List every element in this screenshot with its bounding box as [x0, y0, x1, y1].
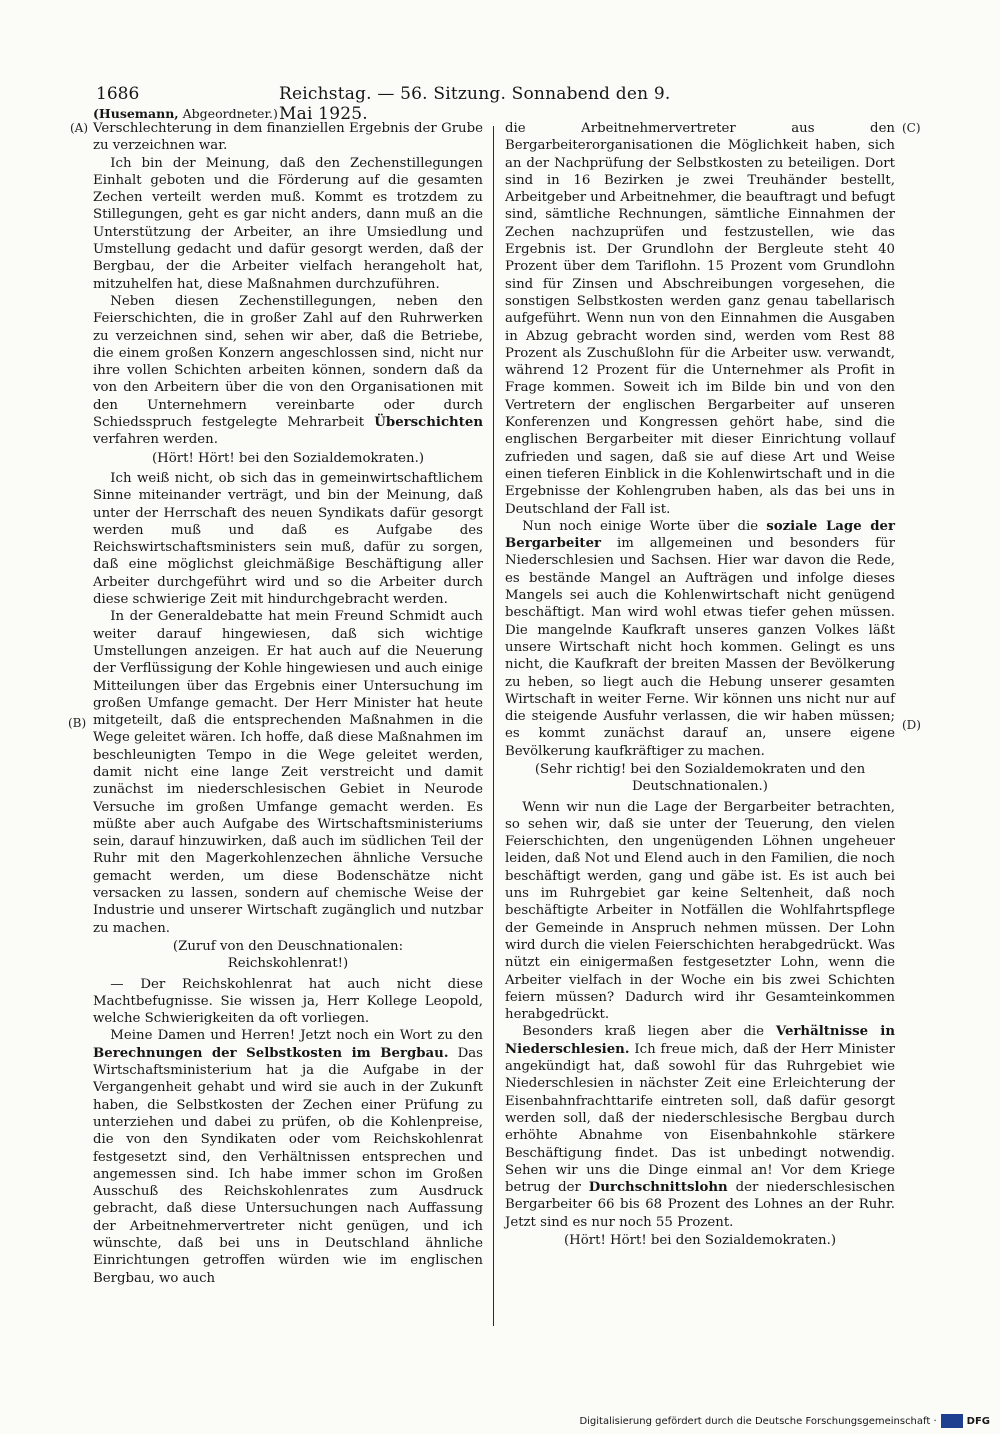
speaker-role: Abgeordneter.) [178, 106, 278, 121]
column-divider [493, 126, 494, 1326]
interjection: (Sehr richtig! bei den Sozialdemokraten und den Deutschnationalen.) [534, 761, 866, 795]
paragraph: Verschlechterung in dem finanziellen Ergebnis der Grube zu verzeichnen war. [93, 121, 483, 154]
page-number: 1686 [96, 84, 140, 104]
paragraph [93, 1027, 483, 1286]
paragraph: In der Generaldebatte hat mein Freund Schmidt auch weiter darauf hingewiesen, daß sich wichtige Umstellungen anzeigen. Er hat auch auf die Neuerung der Verflüssigung der Kohle hingewiesen und auch einige Mitteilungen über das Ergebnis einer Untersuchung im großen Umfange gemacht. Der Herr Minister hat heute mitgeteilt, daß die entsprechenden Maßnahmen in die Wege geleitet wären. Ich hoffe, daß diese Maßnahmen im beschleunigten Tempo in die Wege geleitet werden, damit nicht eine lange Zeit verstreicht und damit zunächst im niederschlesischen Gebiet in Neurode Versuche im großen Umfange gemacht werden. Es müßte aber auch Aufgabe des Wirtschaftsministeriums sein, darauf hinzuwirken, daß auch im südlichen Teil der Ruhr mit den Magerkohlenzechen ähnliche Versuche gemacht werden, um diese Bodenschätze nicht versacken zu lassen, sondern auf chemische Weise der Industrie und unserer Wirtschaft zugänglich und nutzbar zu machen. [93, 609, 483, 936]
left-column [93, 120, 483, 1287]
emphasis: Durchschnittslohn [588, 1180, 728, 1196]
paragraph-text: Neben diesen Zechenstillegungen, neben den Feierschichten, die in großer Zahl auf den Ruhrwerken zu verzeichnen sind, sehen wir aber, daß die Betriebe, die einem großen Konzern angeschlossen sind, nicht nur ihre vollen Schichten arbeiten können, sondern daß da von den Arbeitern über die von den Organisationen mit den Unternehmern vereinbarte oder durch Schiedsspruch festgelegte Mehrarbeit [93, 293, 483, 431]
margin-marker-a: (A) [70, 121, 89, 135]
page-title: Reichstag. — 56. Sitzung. Sonnabend den 9. Mai 1925. [279, 84, 671, 124]
paragraph: die Arbeitnehmervertreter aus den Bergarbeiterorganisationen die Möglichkeit haben, sich an der Nachprüfung der Selbstkosten zu beteiligen. Dort sind in 16 Bezirken je zwei Treuhänder bestellt, Arbeitgeber und Arbeitnehmer, die beauftragt und befugt sind, sämtliche Rechnungen, sämtliche Einnahmen der Zechen nachzuprüfen und festzustellen, wie das Ergebnis ist. Der Grundlohn der Bergleute steht 40 Prozent über dem Tariflohn. 15 Prozent vom Grundlohn sind für Zinsen und Abschreibungen vorgesehen, die sonstigen Selbstkosten werden ganz genau tabellarisch aufgeführt. Wenn nun von den Einnahmen die Ausgaben in Abzug gebracht worden sind, werden vom Rest 88 Prozent als Zuschußlohn für die Arbeiter usw. verwandt, während 12 Prozent für die Unternehmer als Profit in Frage kommen. Soweit ich im Bilde bin und von den Vertretern der englischen Bergarbeiter auf unseren Konferenzen und Kongressen gehört habe, sind die englischen Bergarbeiter mit dieser Einrichtung vollauf zufrieden und sagen, daß sie auf diese Art und Weise einen tieferen Einblick in die Kohlenwirtschaft und in die Ergebnisse der Kohlengruben haben, als das bei uns in Deutschland der Fall ist. [505, 121, 895, 517]
paragraph-text: im allgemeinen und besonders für Niederschlesien und Sachsen. Hier war davon die Rede, es bestände Mangel an Aufträgen und infolge dieses Mangels sei auch die Kohlenwirtschaft nicht genügend beschäftigt. Man wird wohl etwas tiefer gehen müssen. Die mangelnde Kaufkraft unseres ganzen Volkes läßt unsere Wirtschaft nicht hoch kommen. Gelingt es uns nicht, die Kaufkraft der breiten Massen der Bevölkerung zu heben, so liegt auch die Hebung unserer gesamten Wirtschaft in weiter Ferne. Wir können uns nicht nur auf die steigende Ausfuhr verlassen, die wir haben müssen; es kommt zunächst darauf an, unsere eigene Bevölkerung kaufkräftiger zu machen. [505, 536, 895, 759]
paragraph [505, 1023, 895, 1231]
interjection: (Hört! Hört! bei den Sozialdemokraten.) [151, 450, 425, 466]
paragraph: Ich bin der Meinung, daß den Zechenstillegungen Einhalt geboten und die Förderung auf die gesamten Zechen verteilt werden muß. Kommt es trotzdem zu Stillegungen, geht es gar nicht anders, dann muß an die Unterstützung der Arbeiter, an ihre Umsiedlung und Umstellung gedacht und dafür gesorgt werden, daß der Bergbau, der die Arbeiter vielfach herangeholt hat, mitzuhelfen hat, diese Maßnahmen durchzuführen. [93, 155, 483, 292]
paragraph: Wenn wir nun die Lage der Bergarbeiter betrachten, so sehen wir, daß sie unter der Teuerung, den vielen Feierschichten, den ungenügenden Löhnen ungeheuer leiden, daß Not und Elend auch in den Familien, die noch beschäftigt werden, gang und gäbe ist. Es ist auch bei uns im Ruhrgebiet gar keine Seltenheit, daß noch beschäftigte Arbeiter in Notfällen die Wohlfahrtspflege der Gemeinde in Anspruch nehmen müssen. Der Lohn wird durch die vielen Feierschichten herabgedrückt. Was nützt ein einigermaßen festgesetzter Lohn, wenn die Arbeiter vielfach in der Woche ein bis zwei Schichten feiern müssen? Dadurch wird ihr Gesamteinkommen herabgedrückt. [505, 799, 895, 1023]
paragraph-text: verfahren werden. [93, 432, 218, 448]
paragraph-text: Besonders kraß liegen aber die [522, 1024, 776, 1040]
digitization-footer [579, 1414, 990, 1428]
paragraph: Ich weiß nicht, ob sich das in gemeinwirtschaftlichem Sinne miteinander verträgt, und bin der Meinung, daß unter der Herrschaft des neuen Syndikats dafür gesorgt werden muß und daß es Aufgabe des Reichswirtschaftsministers sein muß, dafür zu sorgen, daß eine möglichst gleichmäßige Beschäftigung aller Arbeiter durchgeführt wird und so die Arbeiter durch diese schwierige Zeit mit hindurchgebracht werden. [93, 470, 483, 608]
paragraph-text: der niederschlesischen Bergarbeiter 66 bis 68 Prozent des Lohnes an der Ruhr. Jetzt sind es nur noch 55 Prozent. [505, 1180, 895, 1230]
emphasis: Überschichten [374, 415, 483, 431]
paragraph-text: Meine Damen und Herren! Jetzt noch ein Wort zu den [110, 1028, 483, 1044]
paragraph [93, 293, 483, 449]
dfg-logo-text: DFG [966, 1415, 990, 1427]
emphasis: soziale Lage der Bergarbeiter [505, 518, 896, 552]
emphasis: Verhältnisse in Niederschlesien. [505, 1024, 895, 1057]
paragraph [505, 518, 895, 760]
speaker-line [93, 106, 278, 121]
emphasis: Berechnungen der Selbstkosten im Bergbau. [93, 1045, 449, 1061]
margin-marker-d: (D) [902, 718, 921, 732]
dfg-logo [941, 1414, 963, 1428]
paragraph-text: Ich freue mich, daß der Herr Minister angekündigt hat, daß sowohl für das Ruhrgebiet wie Niederschlesien in nächster Zeit eine Erleichterung der Eisenbahnfrachttarife eintreten soll, daß dafür gesorgt werden soll, daß der niederschlesische Bergbau durch erhöhte Abnahme von Eisenbahnkohle stärkere Beschäftigung findet. Das ist unbedingt notwendig. Sehen wir uns die Dinge einmal an! Vor dem Kriege betrug der [505, 1041, 895, 1196]
footer-text: Digitalisierung gefördert durch die Deutsche Forschungsgemeinschaft · [579, 1415, 937, 1427]
margin-marker-c: (C) [902, 121, 921, 135]
paragraph-text: Das Wirtschaftsministerium hat ja die Aufgabe in der Vergangenheit gehabt und wird sie auch in der Zukunft haben, die Selbstkosten der Zechen einer Prüfung zu unterziehen und dabei zu prüfen, ob die Kohlenpreise, die von den Syndikaten oder vom Reichskohlenrat festgesetzt sind, den Verhältnissen entsprechen und angemessen sind. Ich habe immer schon im Großen Ausschuß des Reichskohlenrates zum Ausdruck gebracht, daß diese Untersuchungen nach Auffassung der Arbeitnehmervertreter nicht genügen, und ich wünschte, daß bei uns in Deutschland ähnliche Einrichtungen getroffen würden wie im englischen Bergbau, wo auch [93, 1045, 484, 1286]
interjection: (Zuruf von den Deuschnationalen: Reichskohlenrat!) [172, 938, 404, 972]
speaker-name: (Husemann, [93, 106, 179, 121]
interjection: (Hört! Hört! bei den Sozialdemokraten.) [563, 1233, 837, 1248]
paragraph-text: Nun noch einige Worte über die [522, 518, 767, 534]
paragraph: — Der Reichskohlenrat hat auch nicht diese Machtbefugnisse. Sie wissen ja, Herr Kollege Leopold, welche Schwierigkeiten da oft vorliegen. [93, 976, 483, 1027]
right-column [505, 120, 895, 1252]
margin-marker-b: (B) [68, 716, 87, 730]
